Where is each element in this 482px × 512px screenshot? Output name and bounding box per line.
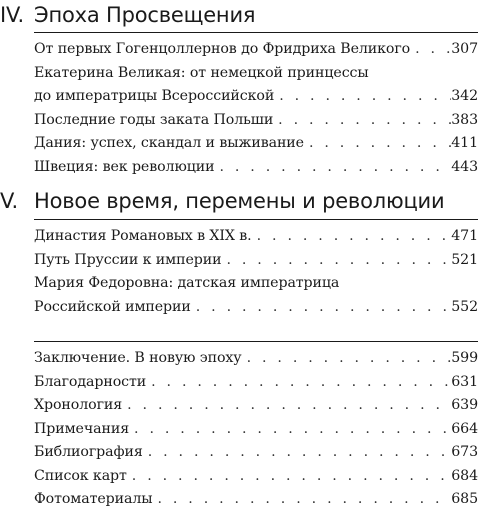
dot-leader: [152, 488, 451, 512]
toc-entry-page: 684: [451, 467, 478, 484]
section-rule: [34, 32, 478, 33]
toc-entry-page: 685: [451, 491, 478, 507]
dot-leader: [127, 465, 451, 489]
dot-leader: [410, 38, 451, 62]
section-rule: [34, 341, 478, 342]
dot-leader: [122, 394, 451, 418]
toc-entry[interactable]: [34, 62, 478, 109]
dot-leader: [273, 109, 451, 133]
toc-entry-page: 639: [451, 397, 478, 413]
toc-entry[interactable]: [34, 156, 478, 180]
toc-entry-title: Фотоматериалы: [34, 491, 153, 507]
toc-entry-title: Благодарности: [34, 373, 147, 390]
part-v-title: [0, 186, 444, 216]
toc-entry-page: 664: [451, 420, 478, 437]
toc-entry-page: 673: [451, 444, 478, 460]
toc-entry[interactable]: [34, 132, 478, 156]
toc-entry[interactable]: [34, 465, 478, 489]
toc-entry-title-line1: Екатерина Великая: от немецкой принцессы: [34, 64, 369, 81]
dot-leader: [242, 347, 452, 371]
toc-entry-title: От первых Гогенцоллернов до Фридриха Великого: [34, 41, 411, 57]
dot-leader: [304, 132, 451, 156]
dot-leader: [143, 441, 452, 465]
dot-leader: [129, 418, 451, 442]
toc-entry-page: 631: [451, 373, 478, 390]
toc-entry[interactable]: [34, 394, 478, 418]
toc-entry-page: 471: [451, 228, 478, 244]
toc-entry-title: Швеция: век революции: [34, 158, 215, 175]
dot-leader: [191, 296, 451, 320]
toc-entry-page: 342: [451, 88, 478, 104]
toc-entry[interactable]: [34, 249, 478, 273]
toc-entry-title: Библиография: [34, 444, 143, 460]
part-v-title-text: Новое время, перемены и революции: [34, 189, 445, 213]
toc-entry[interactable]: [34, 109, 478, 133]
toc-entry[interactable]: [34, 225, 478, 249]
dot-leader: [146, 371, 451, 395]
toc-entry-page: 552: [451, 298, 478, 315]
toc-entry-page: 307: [451, 41, 478, 57]
toc-entry-title: Заключение. В новую эпоху: [34, 350, 242, 366]
toc-entry[interactable]: [34, 371, 478, 395]
back-matter-entries: [34, 341, 478, 512]
toc-entry-title: Династия Романовых в XIX в.: [34, 228, 252, 244]
part-v-number: V.: [0, 189, 18, 213]
part-iv-title-text: Эпоха Просвещения: [34, 3, 256, 27]
toc-entry-title: Примечания: [34, 420, 130, 437]
toc-entry-title-line2: до императрицы Всероссийской: [34, 88, 275, 104]
dot-leader: [221, 249, 451, 273]
part-iv-number: IV.: [0, 3, 24, 27]
toc-entry-page: 383: [451, 111, 478, 128]
toc-entry-page: 599: [451, 350, 478, 366]
part-iv-title: [0, 0, 255, 30]
toc-entry-title: Хронология: [34, 397, 123, 413]
toc-entry[interactable]: [34, 272, 478, 319]
dot-leader: [274, 85, 451, 109]
toc-entry[interactable]: [34, 38, 478, 62]
toc-entry-page: 443: [451, 158, 478, 175]
toc-entry-title: Дания: успех, скандал и выживание: [34, 135, 304, 151]
section-rule: [34, 219, 478, 220]
toc-entry[interactable]: [34, 418, 478, 442]
toc-entry[interactable]: [34, 488, 478, 512]
toc-entry[interactable]: [34, 347, 478, 371]
dot-leader: [252, 225, 452, 249]
part-iv-entries: [34, 32, 478, 179]
toc-entry[interactable]: [34, 441, 478, 465]
toc-entry-title-line1: Мария Федоровна: датская императрица: [34, 275, 340, 291]
part-v-entries: [34, 219, 478, 319]
toc-entry-title: Последние годы заката Польши: [34, 111, 274, 128]
toc-entry-title-line2: Российской империи: [34, 298, 191, 315]
toc-entry-title: Путь Пруссии к империи: [34, 251, 222, 268]
toc-entry-page: 521: [451, 251, 478, 268]
toc-entry-title: Список карт: [34, 467, 127, 484]
toc-entry-page: 411: [451, 135, 478, 151]
dot-leader: [214, 156, 451, 180]
